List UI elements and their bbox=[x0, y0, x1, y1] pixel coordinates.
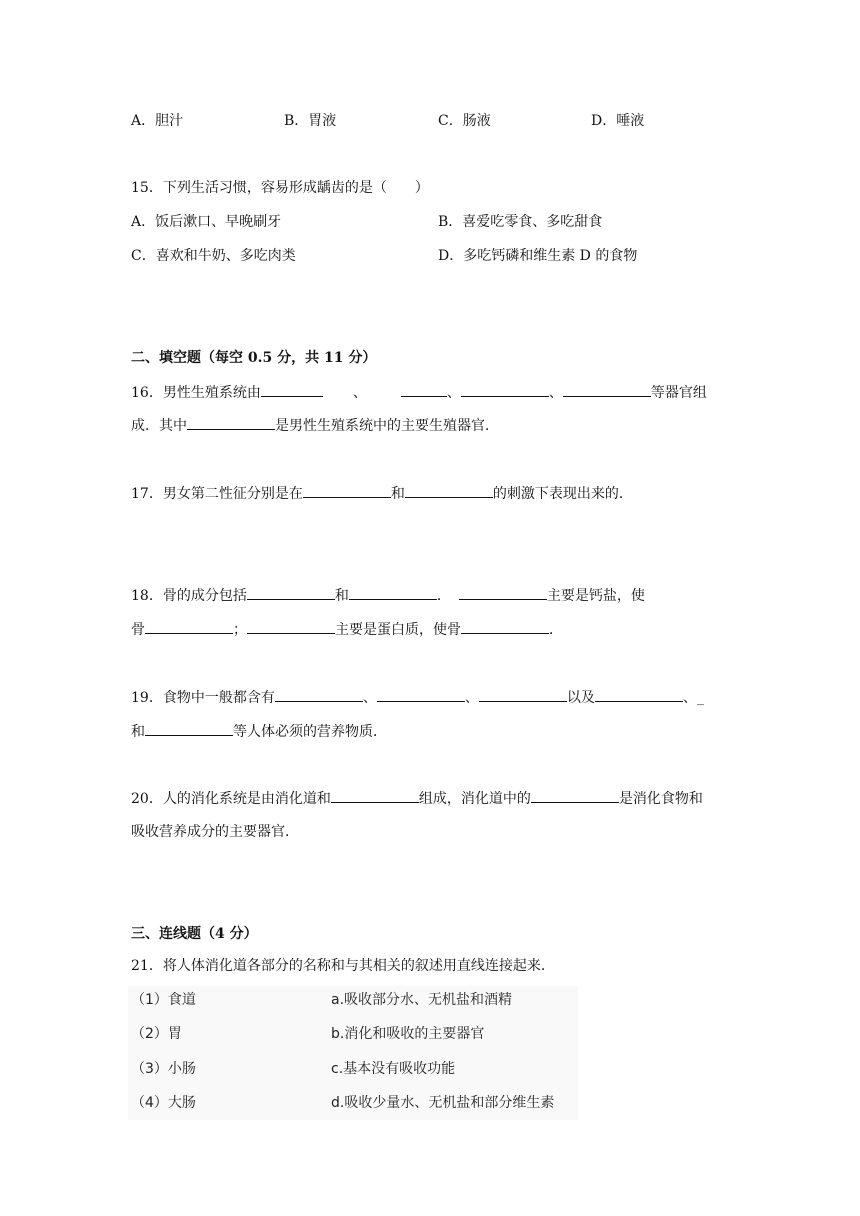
q18-text-8: ． bbox=[549, 622, 563, 638]
q18-blank-3[interactable] bbox=[459, 585, 547, 600]
q21-stem: 21．将人体消化道各部分的名称和与其相关的叙述用直线连接起来． bbox=[131, 958, 555, 974]
q14-option-a: A．胆汁 bbox=[131, 113, 184, 129]
q21-left-3: （3）小肠 bbox=[131, 1061, 196, 1077]
q15-option-b: B．喜爱吃零食、多吃甜食 bbox=[438, 214, 603, 230]
q17-line bbox=[131, 483, 633, 504]
q20-line-2: 吸收营养成分的主要器官． bbox=[131, 824, 299, 840]
q18-blank-4[interactable] bbox=[145, 619, 233, 634]
q21-left-4: （4）大肠 bbox=[131, 1095, 196, 1111]
q18-text-1: 18．骨的成分包括 bbox=[131, 588, 247, 604]
q18-blank-6[interactable] bbox=[461, 619, 549, 634]
q16-text-6: 成．其中 bbox=[131, 418, 187, 434]
q18-text-7: 主要是蛋白质，使骨 bbox=[335, 622, 461, 638]
q15-stem: 15．下列生活习惯，容易形成龋齿的是（ ） bbox=[131, 180, 429, 196]
q17-text-3: 的刺激下表现出来的． bbox=[492, 486, 633, 502]
q19-blank-2[interactable] bbox=[377, 687, 465, 702]
section-2-title: 二、填空题（每空 0.5 分，共 11 分） bbox=[131, 350, 377, 366]
q19-blank-3[interactable] bbox=[479, 687, 567, 702]
q19-line-1 bbox=[131, 687, 704, 708]
q18-text-6: ； bbox=[233, 622, 247, 638]
q14-option-b: B．胃液 bbox=[284, 113, 337, 129]
q19-text-7: 等人体必须的营养物质． bbox=[233, 724, 387, 740]
q19-text-6: 和 bbox=[131, 724, 145, 740]
q14-option-d: D．唾液 bbox=[591, 113, 645, 129]
q19-text-5: 、_ bbox=[682, 690, 704, 706]
q18-text-3: ． bbox=[436, 588, 451, 604]
q19-text-1: 19．食物中一般都含有 bbox=[131, 690, 275, 706]
q21-right-b: b.消化和吸收的主要器官 bbox=[331, 1026, 485, 1042]
q21-left-2: （2）胃 bbox=[131, 1026, 182, 1042]
q15-option-c: C．喜欢和牛奶、多吃肉类 bbox=[131, 248, 296, 264]
q18-blank-1[interactable] bbox=[247, 585, 335, 600]
q17-blank-1[interactable] bbox=[303, 483, 391, 498]
q19-line-2 bbox=[131, 721, 387, 742]
q21-left-1: （1）食道 bbox=[131, 992, 196, 1008]
q18-line-2 bbox=[131, 619, 563, 640]
q20-text-3: 是消化食物和 bbox=[618, 791, 703, 807]
q17-text-2: 和 bbox=[390, 486, 405, 502]
q20-line-1 bbox=[131, 788, 703, 809]
q16-text-7: 是男性生殖系统中的主要生殖器官． bbox=[275, 418, 499, 434]
q16-text-4: 、 bbox=[548, 385, 563, 401]
q19-blank-4[interactable] bbox=[595, 687, 683, 702]
q14-option-c: C．肠液 bbox=[438, 113, 491, 129]
q20-text-1: 20．人的消化系统是由消化道和 bbox=[131, 791, 331, 807]
q16-blank-4[interactable] bbox=[563, 382, 651, 397]
q16-blank-5[interactable] bbox=[187, 415, 275, 430]
q18-blank-2[interactable] bbox=[349, 585, 437, 600]
q16-text-3: 、 bbox=[446, 385, 461, 401]
q19-text-3: 、 bbox=[464, 690, 479, 706]
q18-blank-5[interactable] bbox=[247, 619, 335, 634]
q20-blank-2[interactable] bbox=[531, 788, 619, 803]
q21-right-a: a.吸收部分水、无机盐和酒精 bbox=[331, 992, 513, 1008]
q16-blank-3[interactable] bbox=[461, 382, 549, 397]
q16-blank-2[interactable] bbox=[401, 382, 447, 397]
q19-blank-1[interactable] bbox=[275, 687, 363, 702]
q16-blank-1[interactable] bbox=[261, 382, 323, 397]
q15-option-d: D．多吃钙磷和维生素 D 的食物 bbox=[438, 248, 638, 264]
q20-blank-1[interactable] bbox=[331, 788, 419, 803]
q16-line-2 bbox=[131, 415, 499, 436]
q21-right-d: d.吸收少量水、无机盐和部分维生素 bbox=[331, 1095, 555, 1111]
q16-text-5: 等器官组 bbox=[650, 385, 707, 401]
section-3-title: 三、连线题（4 分） bbox=[131, 926, 258, 942]
q19-text-2: 、 bbox=[362, 690, 377, 706]
q16-text-1: 16．男性生殖系统由 bbox=[131, 385, 261, 401]
q18-text-5: 骨 bbox=[131, 622, 145, 638]
q16-line-1 bbox=[131, 382, 707, 403]
q20-text-2: 组成，消化道中的 bbox=[418, 791, 531, 807]
q17-blank-2[interactable] bbox=[405, 483, 493, 498]
q19-blank-5[interactable] bbox=[145, 721, 233, 736]
q19-text-4: 以及 bbox=[566, 690, 595, 706]
q17-text-1: 17．男女第二性征分别是在 bbox=[131, 486, 303, 502]
q15-option-a: A．饭后漱口、早晚刷牙 bbox=[131, 214, 282, 230]
q18-text-2: 和 bbox=[334, 588, 349, 604]
q21-right-c: c.基本没有吸收功能 bbox=[331, 1061, 456, 1077]
q18-line-1 bbox=[131, 585, 645, 606]
q16-text-2: 、 bbox=[352, 385, 367, 401]
q18-text-4: 主要是钙盐，使 bbox=[546, 588, 645, 604]
